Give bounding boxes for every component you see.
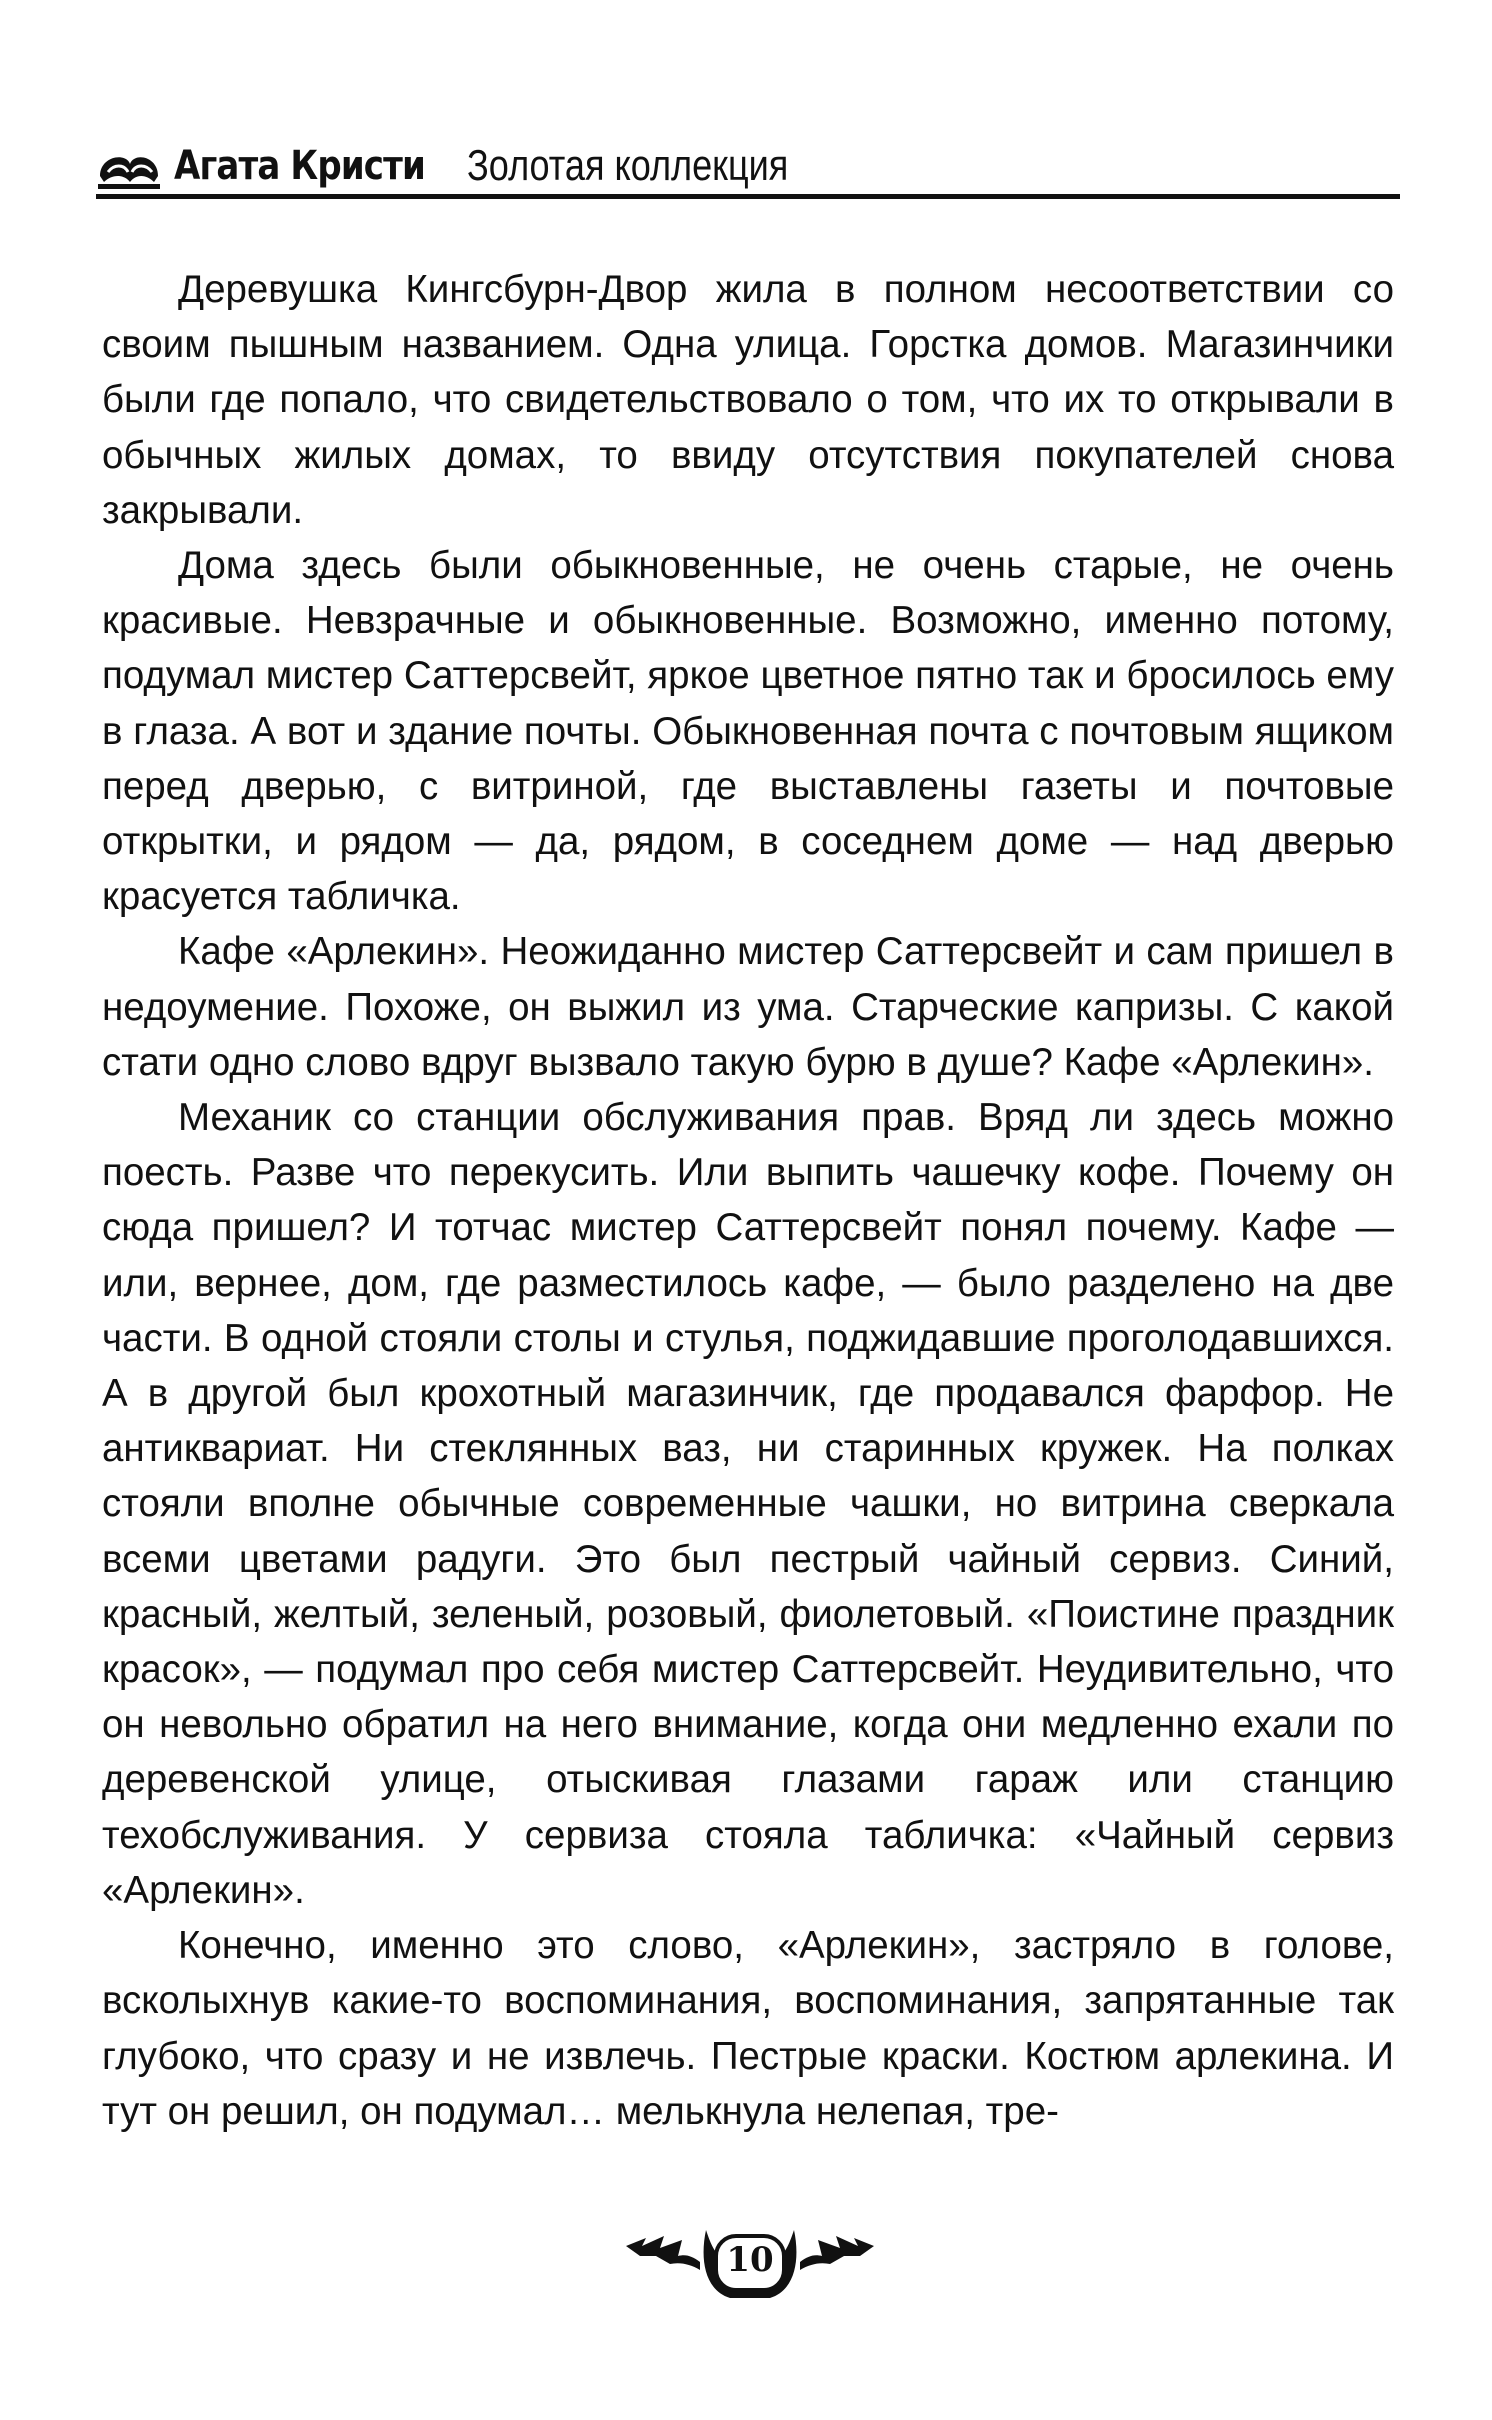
paragraph: Кафе «Арлекин». Неожиданно мистер Саттерсвейт и сам пришел в недоумение. Похоже, он выжил из ума. Старческие капризы. С какой стати одно слово вдруг вызвало такую бурю в душе? Кафе «Арлекин». bbox=[102, 930, 1394, 1084]
header-author: Агата Кристи bbox=[174, 143, 425, 189]
paragraph: Конечно, именно это слово, «Арлекин», застряло в голове, всколыхнув какие-то воспоминания, воспоминания, запрятанные так глубоко, что сразу и не извлечь. Пестрые краски. Костюм арлекина. И тут он решил, он подумал… мелькнула нелепая, тре- bbox=[102, 1924, 1394, 2133]
page-number: 10 bbox=[726, 2240, 774, 2280]
paragraph: Механик со станции обслуживания прав. Вряд ли здесь можно поесть. Разве что перекусить. Или выпить чашечку кофе. Почему он сюда пришел? И тотчас мистер Саттерсвейт понял почему. Кафе — или, вернее, дом, где разместилось кафе, — было разделено на две части. В одной стояли столы и стулья, поджидавшие проголодавшихся. А в другой был крохотный магазинчик, где продавался фарфор. Не антиквариат. Ни стеклянных ваз, ни старинных кружек. На полках стояли вполне обычные современные чашки, но витрина сверкала всеми цветами радуги. Это был пестрый чайный сервиз. Синий, красный, желтый, зеленый, розовый, фиолетовый. «Поистине праздник красок», — подумал про себя мистер Саттерсвейт. Неудивительно, что он невольно обратил на него внимание, когда они медленно ехали по деревенской улице, отыскивая глазами гараж или станцию техобслуживания. У сервиза стояла табличка: «Чайный сервиз «Арлекин». bbox=[102, 1096, 1394, 1912]
page-footer bbox=[620, 2212, 880, 2308]
header-rule bbox=[96, 194, 1400, 199]
body-text bbox=[102, 262, 1394, 2139]
header-series: Золотая коллекция bbox=[467, 141, 789, 190]
paragraph: Дома здесь были обыкновенные, не очень старые, не очень красивые. Невзрачные и обыкновенные. Возможно, именно потому, подумал мистер Саттерсвейт, яркое цветное пятно так и бросилось ему в глаза. А вот и здание почты. Обыкновенная почта с почтовым ящиком перед дверью, с витриной, где выставлены газеты и почтовые открытки, и рядом — да, рядом, в соседнем доме — над дверью красуется табличка. bbox=[102, 544, 1394, 919]
running-header bbox=[96, 128, 1396, 190]
paragraph: Деревушка Кингсбурн-Двор жила в полном несоответствии со своим пышным названием. Одна улица. Горстка домов. Магазинчики были где попало, что свидетельствовало о том, что их то открывали в обычных жилых домах, то ввиду отсутствия покупателей снова закрывали. bbox=[102, 268, 1394, 532]
book-logo-icon bbox=[96, 146, 162, 190]
